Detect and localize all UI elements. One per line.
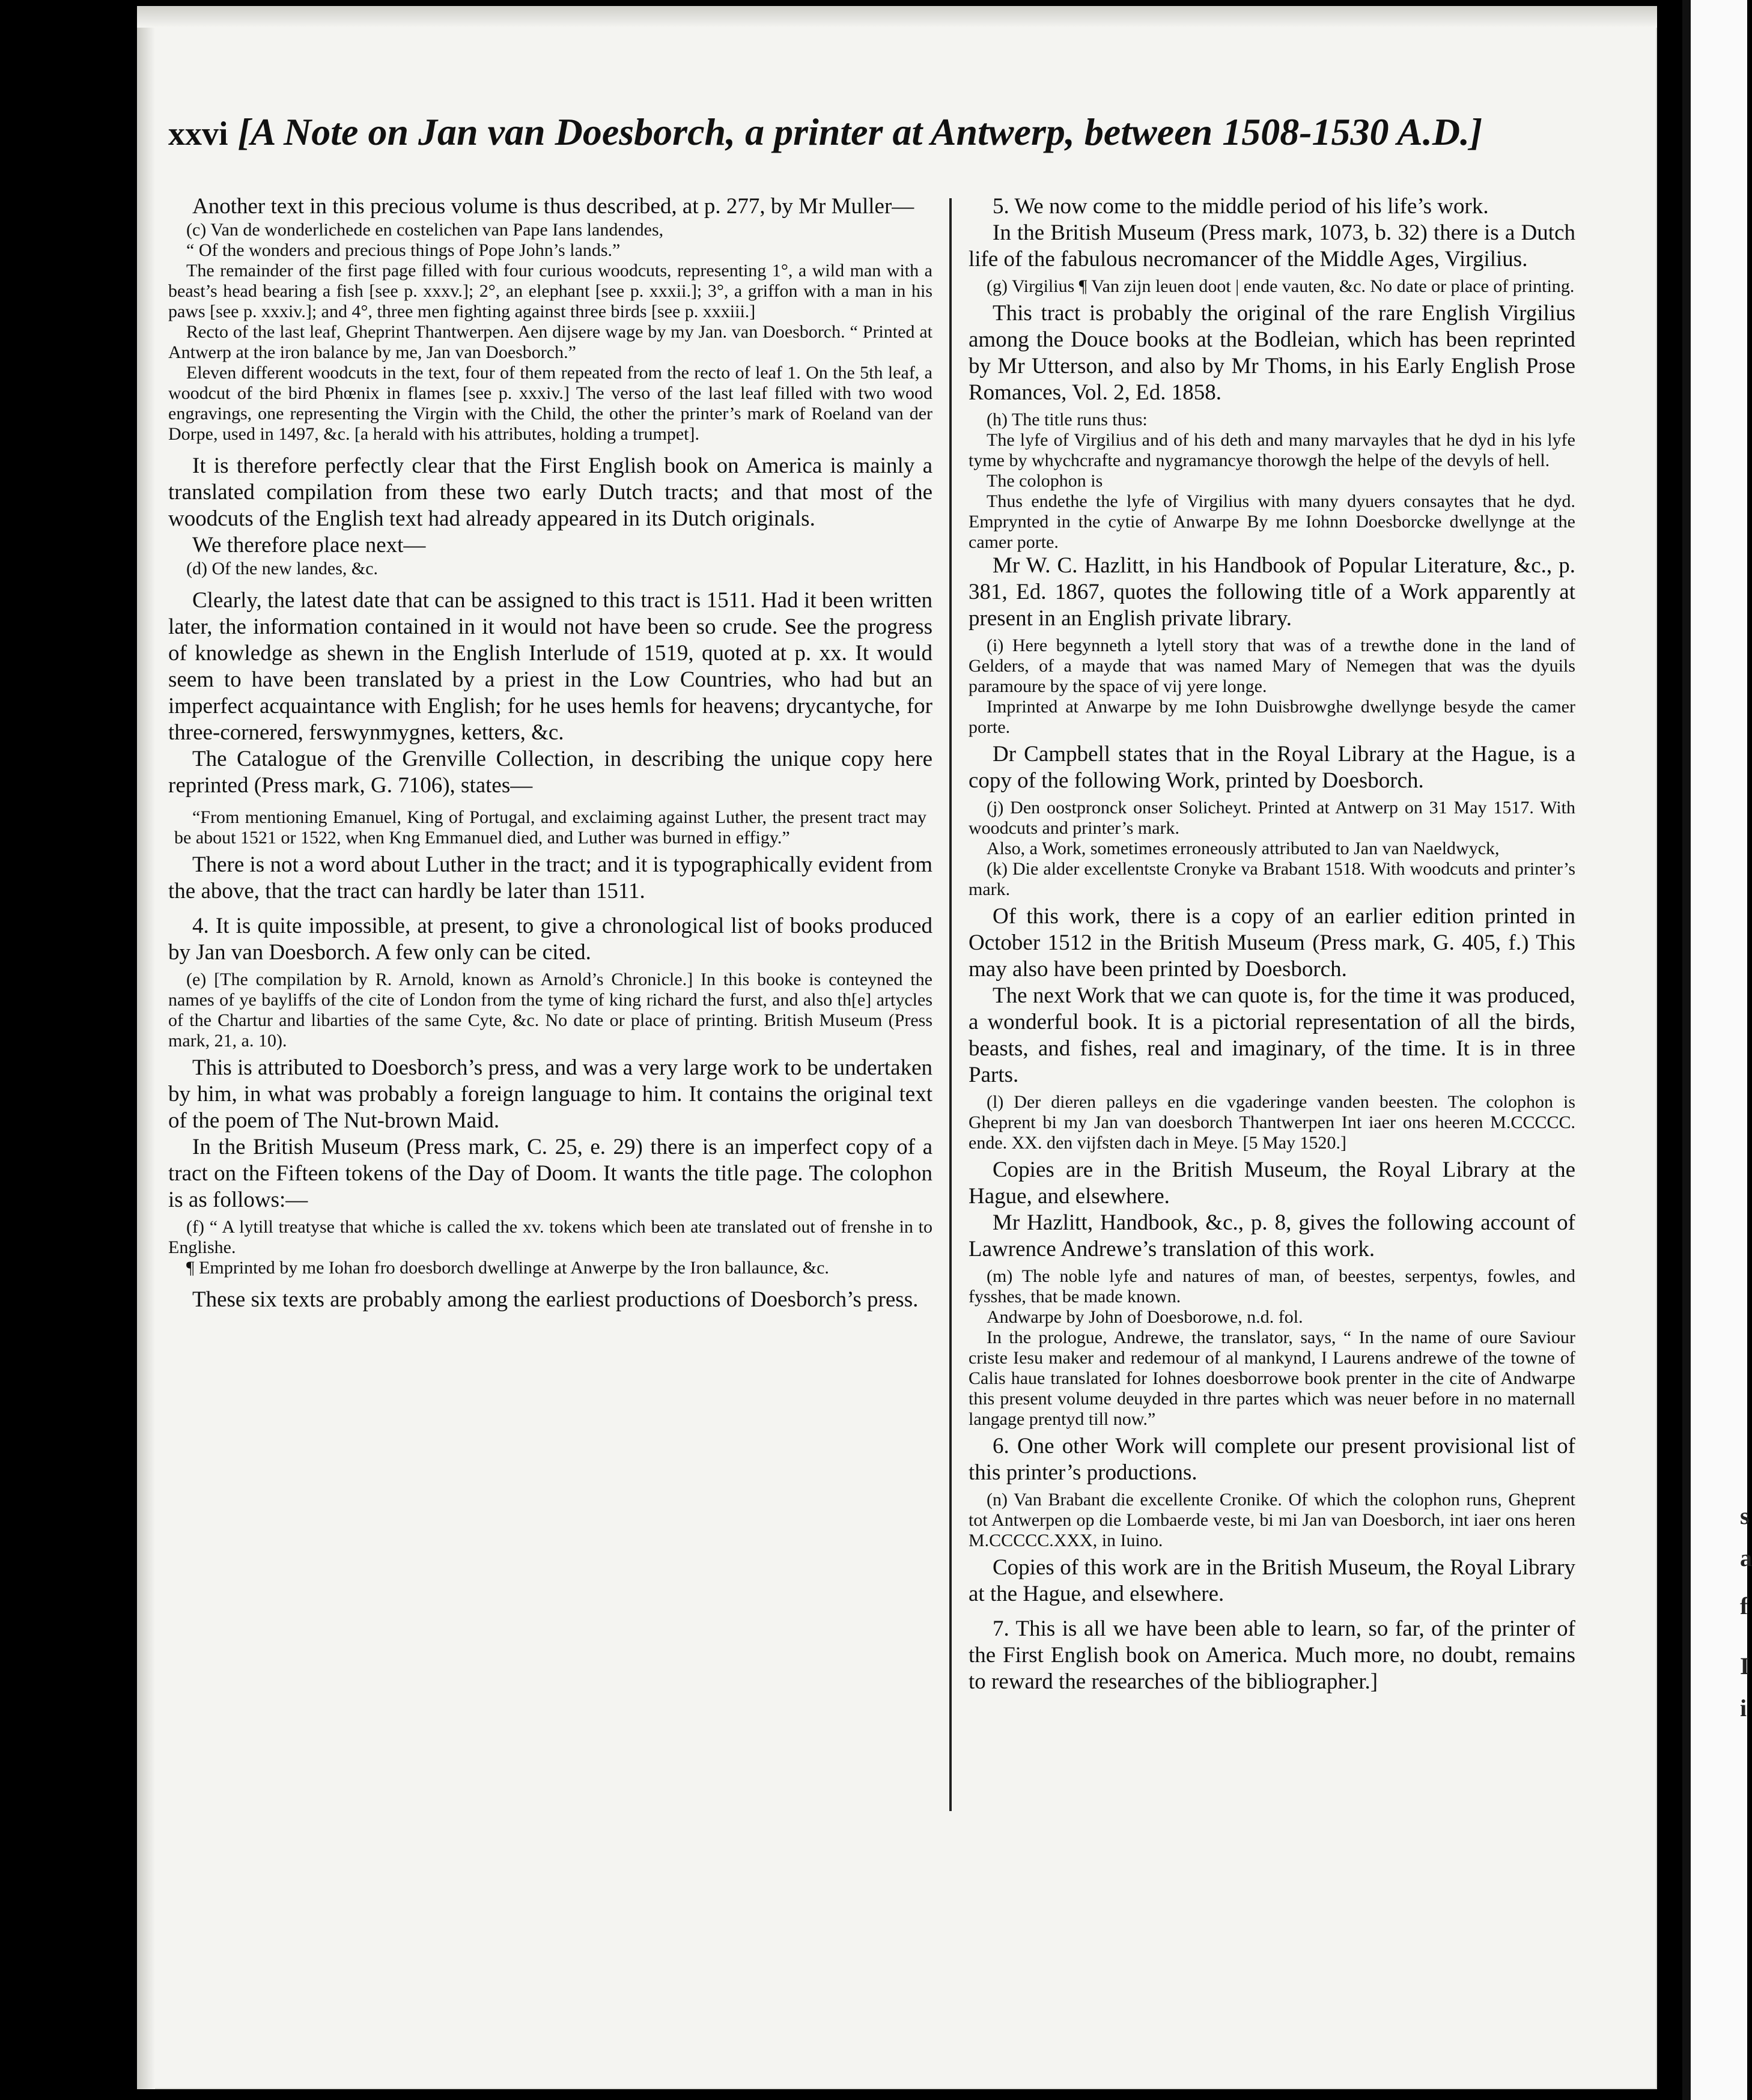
- edge-fragment: f: [1740, 1592, 1748, 1619]
- adjacent-page-edge: [1682, 0, 1752, 2100]
- note-paragraph: (l) Der dieren palleys en die vgaderinge vanden beesten. The colophon is Gheprent bi my Jan van doesborch Thantwerpen Int iaer ons heeren M.CCCCC. ende. XX. den vijfsten dach in Meye. [5 May 1520.]: [969, 1092, 1575, 1153]
- body-paragraph: Mr Hazlitt, Handbook, &c., p. 8, gives the following account of Lawrence Andrewe’s translation of this work.: [969, 1210, 1575, 1261]
- note-paragraph: The colophon is: [987, 471, 1103, 491]
- body-paragraph: 4. It is quite impossible, at present, to give a chronological list of books produced by Jan van Doesborch. A few only can be cited.: [168, 914, 932, 965]
- body-paragraph: Of this work, there is a copy of an earlier edition printed in October 1512 in the British Museum (Press mark, G. 405, f.) This may also have been printed by Doesborch.: [969, 904, 1575, 982]
- spacer: [168, 799, 932, 807]
- note-paragraph: (e) [The compilation by R. Arnold, known as Arnold’s Chronicle.] In this booke is conteyned the names of ye bayliffs of the cite of London from the tyme of king richard the furst, and also th[e] artycles of the Chartur and libarties of the same Cyte, &c. No date or place of printing. British Museum (Press mark, 21, a. 10).: [168, 970, 932, 1051]
- body-paragraph: Mr W. C. Hazlitt, in his Handbook of Popular Literature, &c., p. 381, Ed. 1867, quotes the following title of a Work apparently at present in an English private library.: [969, 553, 1575, 631]
- body-paragraph: Another text in this precious volume is thus described, at p. 277, by Mr Muller—: [192, 194, 914, 219]
- edge-fragment: s: [1740, 1502, 1750, 1529]
- body-paragraph: Clearly, the latest date that can be assigned to this tract is 1511. Had it been written later, the information contained in it would not have been so crude. See the progress of knowledge as shewn in the English Interlude of 1519, quoted at p. xx. It would seem to have been translated by a priest in the Low Countries, who had but an imperfect acquaintance with English; for he uses hemls for heavens; drycantyche, for three-cornered, ferswynmygnes, ketters, &c.: [168, 588, 932, 745]
- note-paragraph: ¶ Emprinted by me Iohan fro doesborch dwellinge at Anwerpe by the Iron ballaunce, &c.: [186, 1258, 829, 1278]
- body-paragraph: Copies are in the British Museum, the Royal Library at the Hague, and elsewhere.: [969, 1158, 1575, 1209]
- body-paragraph: Copies of this work are in the British Museum, the Royal Library at the Hague, and elsewhere.: [969, 1555, 1575, 1606]
- note-paragraph: “ Of the wonders and precious things of Pope John’s lands.”: [186, 240, 621, 260]
- note-paragraph: (m) The noble lyfe and natures of man, of beestes, serpentys, fowles, and fysshes, that be made known.: [969, 1266, 1575, 1306]
- body-paragraph: In the British Museum (Press mark, C. 25, e. 29) there is an imperfect copy of a tract on the Fifteen tokens of the Day of Doom. It wants the title page. The colophon is as follows:—: [168, 1135, 932, 1212]
- note-paragraph: (i) Here begynneth a lytell story that was of a trewthe done in the land of Gelders, of a mayde that was named Mary of Nemegen that was the dyuils paramoure by the space of vij yere longe.: [969, 636, 1575, 696]
- note-paragraph: (f) “ A lytill treatyse that whiche is called the xv. tokens which been ate translated out of frenshe in to Englishe.: [168, 1217, 932, 1257]
- body-paragraph: These six texts are probably among the earliest productions of Doesborch’s press.: [192, 1287, 919, 1312]
- edge-fragment: i: [1740, 1695, 1747, 1722]
- page-gutter-shadow: [1682, 0, 1691, 2100]
- body-paragraph: 6. One other Work will complete our present provisional list of this printer’s productions.: [969, 1434, 1575, 1485]
- body-paragraph: 5. We now come to the middle period of his life’s work.: [993, 194, 1489, 219]
- body-paragraph: The Catalogue of the Grenville Collection, in describing the unique copy here reprinted (Press mark, G. 7106), states—: [168, 747, 932, 798]
- spacer: [168, 905, 932, 913]
- body-paragraph: 7. This is all we have been able to learn, so far, of the printer of the First English book on America. Much more, no doubt, remains to reward the researches of the bibliographer.]: [969, 1616, 1575, 1694]
- column-divider: [949, 198, 952, 1811]
- body-paragraph: We therefore place next—: [192, 533, 426, 557]
- body-paragraph: The next Work that we can quote is, for the time it was produced, a wonderful book. It is a pictorial representation of all the birds, beasts, and fishes, real and imaginary, of the time. It is in three Parts.: [969, 983, 1575, 1087]
- note-paragraph: (g) Virgilius ¶ Van zijn leuen doot | ende vauten, &c. No date or place of printing.: [987, 276, 1575, 296]
- note-paragraph: The lyfe of Virgilius and of his deth and many marvayles that he dyd in his lyfe tyme by whychcrafte and nygramancye thorowgh the helpe of the devyls of hell.: [969, 430, 1575, 470]
- note-paragraph: Thus endethe the lyfe of Virgilius with many dyuers consaytes that he dyd. Emprynted in the cytie of Anwarpe By me Iohnn Doesborcke dwellynge at the camer porte.: [969, 491, 1575, 552]
- block-quote: “From mentioning Emanuel, King of Portugal, and exclaiming against Luther, the present tract may be about 1521 or 1522, when Kng Emmanuel died, and Luther was burned in effigy.”: [174, 807, 926, 848]
- note-paragraph: The remainder of the first page filled with four curious woodcuts, representing 1°, a wild man with a beast’s head bearing a fish [see p. xxxv.]; 2°, an elephant [see p. xxxii.]; 3°, a griffon with a man in his paws [see p. xxxiv.]; and 4°, three men fighting against three birds [see p. xxxiii.]: [168, 261, 932, 321]
- page-title: [A Note on Jan van Doesborch, a printer at Antwerp, between 1508-1530 A.D.]: [237, 111, 1483, 153]
- body-paragraph: This tract is probably the original of the rare English Virgilius among the Douce books at the Bodleian, which has been reprinted by Mr Utterson, and also by Mr Thoms, in his Early English Prose Romances, Vol. 2, Ed. 1858.: [969, 301, 1575, 405]
- spacer: [168, 1278, 932, 1287]
- edge-fragment: a: [1740, 1544, 1752, 1571]
- spacer: [168, 579, 932, 587]
- body-paragraph: There is not a word about Luther in the tract; and it is typographically evident from the above, that the tract can hardly be later than 1511.: [168, 852, 932, 903]
- note-paragraph: (c) Van de wonderlichede en costelichen van Pape Ians landendes,: [186, 220, 664, 240]
- spacer: [969, 1607, 1575, 1616]
- body-paragraph: In the British Museum (Press mark, 1073, b. 32) there is a Dutch life of the fabulous necromancer of the Middle Ages, Virgilius.: [969, 220, 1575, 272]
- body-paragraph: It is therefore perfectly clear that the First English book on America is mainly a translated compilation from these two early Dutch tracts; and that most of the woodcuts of the English text had already appeared in its Dutch originals.: [168, 454, 932, 531]
- spacer: [168, 445, 932, 453]
- note-paragraph: (j) Den oostpronck onser Solicheyt. Printed at Antwerp on 31 May 1517. With woodcuts and printer’s mark.: [969, 798, 1575, 838]
- note-paragraph: Andwarpe by John of Doesborowe, n.d. fol.: [987, 1307, 1303, 1327]
- note-paragraph: Recto of the last leaf, Gheprint Thantwerpen. Aen dijsere wage by my Jan. van Doesborch. “ Printed at Antwerp at the iron balance by me, Jan van Doesborch.”: [168, 322, 932, 362]
- note-paragraph: (k) Die alder excellentste Cronyke va Brabant 1518. With woodcuts and printer’s mark.: [969, 859, 1575, 899]
- note-paragraph: Eleven different woodcuts in the text, four of them repeated from the recto of leaf 1. On the 5th leaf, a woodcut of the bird Phœnix in flames [see p. xxxiv.] The verso of the last leaf filled with two wood engravings, one representing the Virgin with the Child, the other the printer’s mark of Roeland van der Dorpe, used in 1497, &c. [a herald with his attributes, holding a trumpet].: [168, 363, 932, 444]
- body-paragraph: Dr Campbell states that in the Royal Library at the Hague, is a copy of the following Work, printed by Doesborch.: [969, 742, 1575, 793]
- note-paragraph: Imprinted at Anwarpe by me Iohn Duisbrowghe dwellynge besyde the camer porte.: [969, 697, 1575, 737]
- body-paragraph: This is attributed to Doesborch’s press, and was a very large work to be undertaken by him, in what was probably a foreign language to him. It contains the original text of the poem of The Nut-brown Maid.: [168, 1055, 932, 1133]
- left-column: [168, 193, 932, 1313]
- page-number: xxvi: [168, 115, 228, 153]
- right-column: [969, 193, 1575, 1695]
- note-paragraph: (h) The title runs thus:: [987, 410, 1148, 429]
- running-header: [168, 102, 1574, 168]
- note-paragraph: (d) Of the new landes, &c.: [186, 559, 379, 578]
- note-paragraph: In the prologue, Andrewe, the translator, says, “ In the name of oure Saviour criste Iesu maker and redemour of al mankynd, I Laurens andrewe of the towne of Calis haue translated for Iohnes doesborrowe book prenter in the cite of Andwarpe this present volume deuyded in thre partes which was neuer before in no maternall langage prentyd till now.”: [969, 1328, 1575, 1429]
- edge-fragment: I: [1740, 1652, 1750, 1680]
- note-paragraph: (n) Van Brabant die excellente Cronike. Of which the colophon runs, Gheprent tot Antwerpen op die Lombaerde veste, bi mi Jan van Doesborch, int iaer ons heren M.CCCCC.XXX, in Iuino.: [969, 1490, 1575, 1550]
- note-paragraph: Also, a Work, sometimes erroneously attributed to Jan van Naeldwyck,: [987, 839, 1500, 858]
